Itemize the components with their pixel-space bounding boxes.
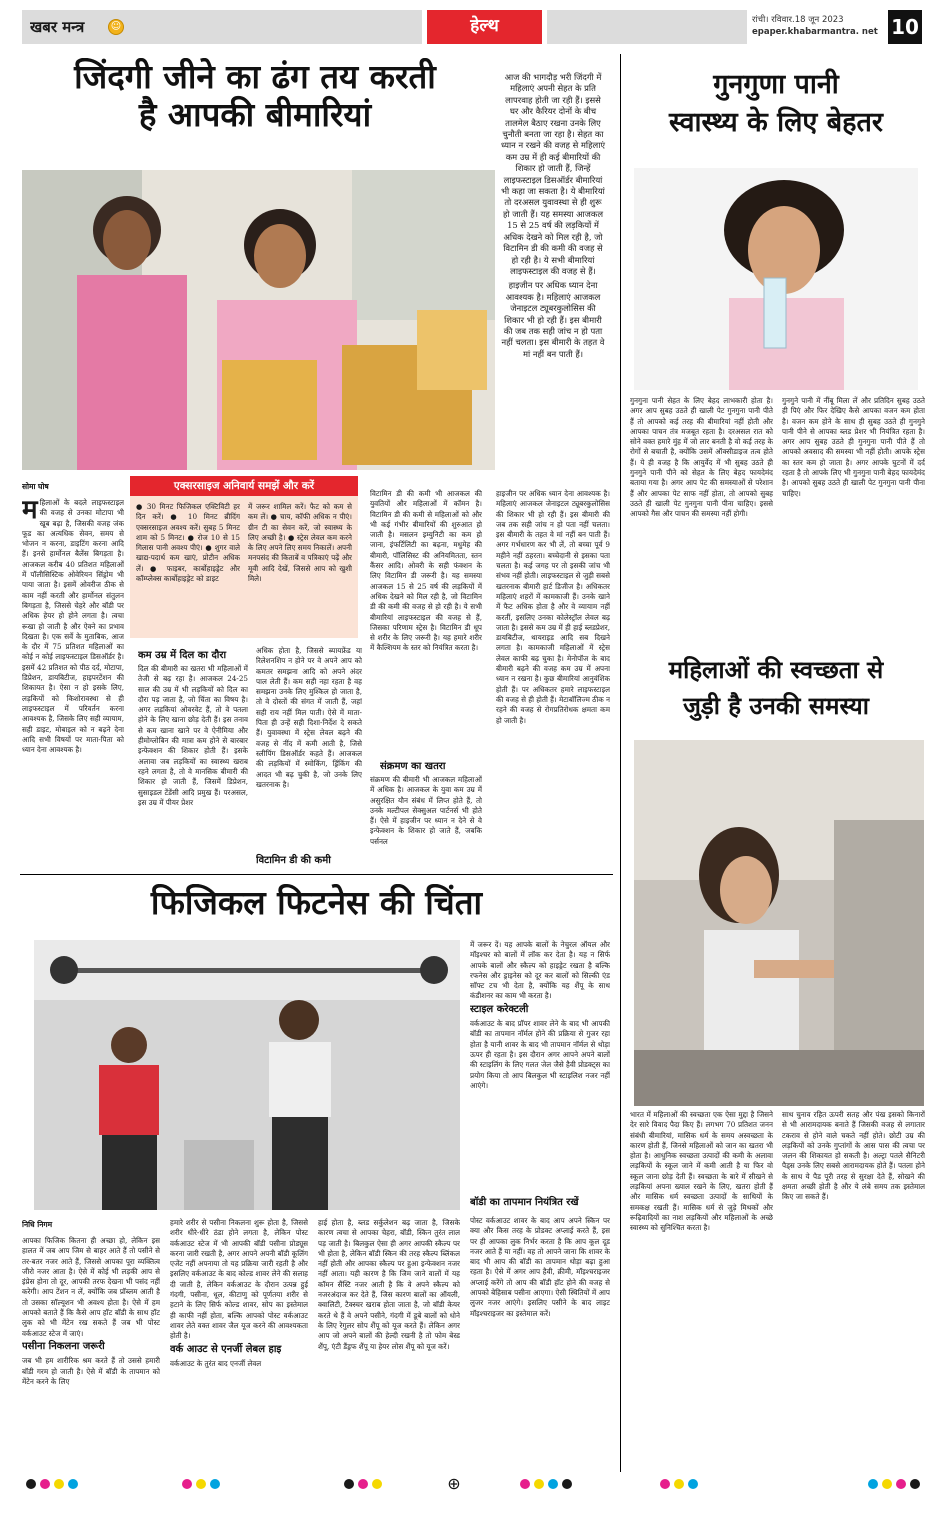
section-divider [20, 874, 613, 875]
main-col-5: संक्रमण की बीमारी भी आजकल महिलाओं में अधिक है। आजकल के युवा कम उम्र में असुरक्षित यौन संबंध में लिप्त होते हैं, तो उनके मल्टीपल सेक्सुअल पार्टनर्स भी होते हैं। ऐसे में हाइजीन पर ध्यान न देने से वे इन्फेक्शन के शिकार हो जाते हैं, जबकि पर्सनल [370, 775, 482, 846]
footer-dot [534, 1479, 544, 1489]
footer-dot [358, 1479, 368, 1489]
main-col-1 [22, 498, 124, 863]
footer-dot [910, 1479, 920, 1489]
section-label [427, 10, 542, 44]
section-title: हेल्थ [470, 16, 499, 36]
fitness-col-1-text: आपका फिजिक कितना ही अच्छा हो, लेकिन इस हालत में जब आप जिम से बाहर आते हैं तो पसीने से तर-बतर नजर आते हैं, जिससे आपका पूरा व्यक्तित्व जीरो नजर आता है। ऐसे में कोई भी लड़की आप से इंप्रेस होना तो दूर, आपकी तरफ देखना भी पसंद नहीं करेगी। आप टेंशन न लें, क्योंकि जब प्रॉब्लम आती है तो उसका सॉल्यूशन भी अवश्य होता है। ऐसे में हम आपको बताते हैं कि कैसे आप हॉट बॉडी के साथ हॉट लुक को भी मेंटेन रख सकते हैं जब भी पोस्ट वर्कआउट स्टेज में जाएं। [22, 1236, 160, 1338]
main-intro-text: आज की भागदौड़ भरी जिंदगी में महिलाएं अपनी सेहत के प्रति लापरवाह होती जा रही हैं। इससे घर और कैरियर दोनों के बीच तालमेल बैठाए रखना उनके लिए चुनौती बनता जा रहा है। सेहत का ध्यान न रखने की वजह से महिलाएं कम उम्र में ही कई बीमारियों की शिकार हो जाती हैं, जिन्हें लाइफस्टाइल डिसऑर्डर बीमारियां भी कहा जा सकता है। ये बीमारियां तो दरअसल युवावस्था से ही शुरू हो जाती हैं। यह समस्या आजकल 15 से 25 वर्ष की लड़कियों में अधिक देखने को मिल रही है, जो विटामिन डी की कमी की वजह से हो रही है। ये सभी बीमारियां लाइफस्टाइल की वजह से हैं। [500, 72, 606, 276]
main-col-1-text: हिलाओं के बदले लाइफस्टाइल की वजह से उनका मोटापा भी खूब बढ़ा है, जिसकी वजह जंक फूड का अत्यधिक सेवन, समय से भोजन न करना, डाइटिंग करना आदि हैं। इनसे हार्मोनल बैलेंस बिगड़ता है। आजकल करीब 40 प्रतिशत महिलाओं में पॉलीसिस्टिक ओवेरियन सिंड्रोम भी पाया जाता है। इसमें ओवरीज ठीक से काम नहीं करती और हार्मोनल संतुलन बिगड़ता है, जिससे चेहरे और बॉडी पर अधिक हेयर हो होने लगता है। त्वचा रूखा हो जाती है और ऐक्ने का प्रभाव दिखता है। एक सर्वे के मुताबिक, आज के दौर में 75 प्रतिशत महिलाओं का कोई न कोई लाइफस्टाइल डिसऑर्डर है। इसमें 42 प्रतिशत को पीठ दर्द, मोटापा, डिप्रेशन, डायबिटीज, हाइपरटेंशन की शिकायत है। ऐसा न हो इसके लिए, लड़कियों को किशोरावस्था से ही लाइफस्टाइल में परिवर्तन करना आवश्यक है, जिसके लिए सही व्यायाम, सही डाइट, मोबाइल को न बढ़ने देना आदि सभी विषयों पर माता-पिता को ध्यान देना आवश्यक है। [22, 498, 124, 755]
dateline: रांची। रविवार.18 जून 2023 [752, 15, 844, 25]
exercise-box-heading [130, 476, 358, 496]
registration-mark-icon: ⊕ [447, 1474, 461, 1493]
subhead-style: स्टाइल करेक्टली [470, 1003, 529, 1015]
hygiene-headline-line2: जुड़ी है उनकी समस्या [683, 692, 869, 720]
footer-dot [520, 1479, 530, 1489]
masthead-left [22, 10, 422, 44]
hygiene-headline-line1: महिलाओं की स्वच्छता से [668, 656, 884, 684]
footer-dot [868, 1479, 878, 1489]
exercise-box-left: ● 30 मिनट फिजिकल एक्टिविटी हर दिन करें। ● 10 मिनट ब्रीदिंग एक्सरसाइज अवश्य करें। सुबह 5 मिनट शाम को 5 मिनट। ● रोज 10 से 15 गिलास पानी अवश्य पीएं। ● शुगर वाले खाद्य-पदार्थ कम खाएं, प्रोटीन अधिक लें। ● फाइबर, कार्बोहाइड्रेट और कॉम्प्लेक्स कार्बोहाइड्रेट को डाइट [136, 502, 240, 584]
main-col-3: अधिक होता है, जिससे ब्यायफ्रेंड या रिलेशनशिप न होने पर वे अपने आप को कमतर समझना आदि को अपने अंदर पाल लेती हैं। कम सही नहा रहता है वह समझना उनके लिए मुश्किल हो जाता है, तो वे दोस्तों की संगत में जाती हैं, जहां सही राय नहीं मिल पाती। ऐसे में माता-पिता ही उन्हें सही दिशा-निर्देश दे सकते हैं। युवावस्था में स्ट्रेस लेवल बढ़ने की वजह से नींद में कमी आती है, जिसे स्लीपिंग डिसऑर्डर कहते हैं। आजकल की लड़कियों में स्मोकिंग, ड्रिंकिंग की आदत भी बढ़ चुकी है, जो उनके लिए खतरनाक है। [256, 646, 362, 789]
main-intro [500, 72, 606, 462]
fitness-col-1b-text: जब भी हम शारीरिक श्रम करते हैं तो उससे हमारी बॉडी गरम हो जाती है। ऐसे में बॉडी के तापमान को मेंटेन करने के लिए [22, 1356, 160, 1386]
footer-dot [210, 1479, 220, 1489]
water-headline [626, 66, 926, 148]
exercise-box-right: में जरूर शामिल करें। फैट को कम से कम लें। ● चाय, कॉफी अधिक न पीएं। ग्रीन टी का सेवन करें, जो स्वास्थ्य के लिए अच्छी है। ● स्ट्रेस लेवल कम करने के लिए अपने लिए समय निकालें। अपनी मनपसंद की किताबें व पत्रिकाएं पढ़ें और मूवी आदि देखें, जिससे आप को खुशी मिले। [248, 502, 352, 584]
fitness-col-3: हाई होता है, ब्लड सर्कुलेशन बढ़ जाता है, जिसके कारण त्वचा से आपका चेहरा, बॉडी, स्किन तुरंत लाल पड़ जाती है। बिलकुल ऐसा ही अगर आपकी स्कैल्प पर भी होता है, लेकिन बॉडी स्किन की तरह स्कैल्प ब्लिंकल नहीं होती और आपका स्कैल्प पर हुआ इन्फेक्शन नजर नहीं आता। यही कारण है कि जिम जाने वालों में यह कॉमन सैंस्टि नजर आती है कि वे अपने स्कैल्प को नजरअंदाज कर देते हैं, जिस कारण बालों का ऑयली, क्वालिटी, टैक्स्चर खराब होता जाता है, जो बॉडी केयर करते थे हैं वे अपने पसीने, गंदगी में डूबे बालों को धोने के लिए रेगुलर सोप शैंपू को यूज करते हैं। लेकिन अगर आप जो अपने बालों की हेल्दी रखनी है तो फोम बेस्ड शैंपू, एंटी डैंड्रफ शैंपू या हेयर लोस शैंपू को यूज करें। [318, 1218, 460, 1351]
fitness-col-2-text: हमारे शरीर से पसीना निकलना शुरू होता है, जिससे शरीर धीरे-धीरे ठंडा होने लगता है, लेकिन पोस्ट वर्कआउट स्टेज में भी आपकी बॉडी पसीना प्रोड्यूस करना जारी रखती है, अगर आपने अपनी बॉडी कूलिंग एजेंट नहीं अपनाया तो यह प्रक्रिया जारी रहती है और इसलिए वर्कआउट के बाद कोल्ड शावर लेने की सलाह दी जाती है, लेकिन वर्कआउट के दौरान उत्पन्न हुई गंदगी, पसीना, धूल, कीटाणु को पूर्णतया शरीर से हटाने के लिए सिर्फ कोल्ड शावर, सोप का इस्तेमाल ही काफी नहीं होता, बल्कि आपको पोस्ट वर्कआउट शावर लेते वक्त शावर जैल यूज करने की आवश्यकता होती है। [170, 1218, 308, 1341]
footer-dot [54, 1479, 64, 1489]
main-col-4: विटामिन डी की कमी भी आजकल की युवतियों और महिलाओं में कॉमन है। विटामिन डी की कमी से महिलाओं को और भी कई गंभीर बीमारियों की शुरुआत हो जाती है। मसलन इम्युनिटी का कम हो जाना, इंफर्टिलिटी का बढ़ना, मधुमेह की बीमारी, पॉलिसिस्ट की अनियमितता, स्तन कैंसर आदि। ओवरी के सही फंक्शन के लिए विटामिन डी जरूरी है। यह समस्या आजकल 15 से 25 वर्ष की लड़कियों में अधिक देखने को मिल रही है, जो विटामिन डी की कमी की वजह से हो रही है। ये सभी बीमारियां लाइफस्टाइल की वजह से हैं, जिसका परिणाम स्ट्रेस है। विटामिन डी धूप से शरीर के लिए जरूरी है। यह हमारे शरीर में कैल्शियम के स्तर को नियंत्रित करता है। [370, 489, 482, 653]
footer-dot [182, 1479, 192, 1489]
main-headline-line1: जिंदगी जीने का ढंग तय करती [74, 58, 436, 96]
footer-dot [882, 1479, 892, 1489]
hygiene-col-1: भारत में महिलाओं की स्वच्छता एक ऐसा मुद्दा है जिसने देर सारे विवाद पैदा किए हैं। लगभग 70 प्रतिशत जनन संबंधी बीमारियां, मासिक धर्म के समय अस्वच्छता के कारण होती हैं, जिनसे महिलाओं को जान का खतरा भी होता है। आधुनिक स्वच्छता उत्पादों की कमी के अलावा लड़कियों के स्कूल जाने में कमी आती है या फिर वो स्कूल जाना छोड़ देती हैं। स्वच्छता के बारे में सीखने से लड़कियां अपना ख्याल रखने के लिए, खतरा होती हैं और मासिक धर्म स्वच्छता उत्पादों के साथियों के समकक्ष रखती हैं। मासिक धर्म से जुड़े मिथकों और रूढ़िवादियों का नाश लड़कियों और महिलाओं के अच्छे स्वास्थ्य को सुनिश्चित करता है। [630, 1110, 773, 1233]
footer-dot [674, 1479, 684, 1489]
main-intro-text-2: हाइजीन पर अधिक ध्यान देना आवश्यक है। महिलाएं आजकल जेनाइटल ट्यूबरकुलोसिस की शिकार भी हो रही हैं। इस बीमारी की जब तक सही जांच न हो पता नहीं चलता। इस बीमारी के तहत वे मां नहीं बन पाती हैं। [501, 280, 605, 359]
water-headline-line2: स्वास्थ्य के लिए बेहतर [669, 107, 883, 138]
water-col-2: गुनगुने पानी में नींबू मिला लें और प्रतिदिन सुबह उठते ही पिएं और फिर देखिए कैसे आपका वजन कम होता है। वजन कम होने के साथ ही सुबह उठते ही गुनगुने पानी पीने से आपका ब्लड प्रेशर भी नियंत्रित रहता है। अगर आप सुबह उठते ही गुनगुना पानी पीते हैं तो आपको अवसाद की समस्या भी नहीं होती। आपके स्ट्रेस का स्तर कम हो जाता है। अगर आपके घुटनों में दर्द रहता है तो आपके लिए भी गुनगुना पानी बेहद फायदेमंद है। आपको सुबह उठते ही खाली पेट गुनगुना पानी पीना चाहिए। [782, 396, 925, 498]
woman-running-treadmill-photo [634, 740, 924, 1106]
brand-logo-icon: ☺ [108, 19, 124, 35]
woman-running-illustration [634, 740, 924, 1106]
two-women-eating-illustration [22, 170, 495, 470]
main-col-6: हाइजीन पर अधिक ध्यान देना आवश्यक है। महिलाएं आजकल जेनाइटल ट्यूबरकुलोसिस की शिकार भी हो रही हैं। इस बीमारी की जब तक सही जांच न हो पता नहीं चलता। इस बीमारी के तहत वे मां नहीं बन पाती हैं। अगर गर्भधारण कर भी लें, तो बच्चा पूर्व 9 महीने नहीं ठहरता। बच्चेदानी से इसका पता चलता है। कई जगह पर तो इसकी जांच भी संभव नहीं होती। लाइफस्टाइल से जुड़ी सबसे खतरनाक बीमारी हार्ट डिजीज है। अधिकतर महिलाएं शहरों में कामकाजी हैं। उनके खाने में फैट अधिक होता है और वे व्यायाम नहीं करतीं, इसलिए उनका कोलेस्ट्रॉल लेवल बढ़ जाता है। इससे कम उम्र में ही हाई ब्लडप्रेशर, डायबिटीज, थायराइड आदि सब दिखने लगता है। कामकाजी महिलाओं में स्ट्रेस लेवल काफी बढ़ चुका है। मेनोपॉज के बाद बीमारी बढ़ने की वजह कम उम्र में अपना ध्यान न रखना है। कुछ बीमारियां आनुवंशिक होती हैं। पर अधिकतर हमारे लाइफस्टाइल की वजह से ही होती हैं। मेटाबॉलिज्म ठीक न रहने की वजह से रोगप्रतिरोधक क्षमता कम हो जाती है। [496, 489, 610, 725]
water-headline-line1: गुनगुणा पानी [713, 69, 839, 100]
main-col-2: दिल की बीमारी का खतरा भी महिलाओं में तेजी से बढ़ रहा है। आजकल 24-25 साल की उम्र में भी लड़कियों को दिल का दौरा पड़ जाता है, जो चिंता का विषय है। अगर लड़कियां ओवरवेट हैं, तो वे पतला होने के लिए खाना छोड़ देती हैं। इस तनाव से कम खाना खाने पर वे ऐनीमिया और हीमोग्लोबिन की मात्रा कम होने से बारबार इन्फेक्शन की शिकार होती हैं। इसके अलावा जब लड़कियों का स्वास्थ्य खराब रहने लगता है, तो वे मानसिक बीमारी की शिकार हो जाती हैं, जिसमें डिप्रेशन, सुसाइडल टेंडेंसी आदि प्रमुख हैं। परअसल, इस उम्र में पीयर प्रेशर [138, 664, 248, 807]
subhead-vitamin-d: विटामिन डी की कमी [256, 855, 331, 864]
footer-dot [548, 1479, 558, 1489]
footer-dot [26, 1479, 36, 1489]
footer-dot [896, 1479, 906, 1489]
footer-dot [562, 1479, 572, 1489]
drop-cap: म [22, 498, 38, 525]
footer-dot [688, 1479, 698, 1489]
main-headline [20, 58, 490, 158]
page-number: 10 [888, 10, 922, 44]
fitness-headline: फिजिकल फिटनेस की चिंता [150, 884, 483, 922]
gym-women-illustration [34, 940, 460, 1210]
subhead-heart: कम उम्र में दिल का दौरा [138, 650, 227, 659]
fitness-col-4-text: में जरूर दें। यह आपके बालों के नेचुरल ऑयल और मॉइश्चर को बालों में लॉक कर देता है। यह न सिर्फ आपके बालों और स्कैल्प को हाइड्रेट रखता है बल्कि रफनेस और ड्राइनेस को दूर कर बालों को सिल्की एंड सॉफ्ट टच भी देता है, क्योंकि यह शैंपू के साथ कंडीशनर का काम भी करता है। [470, 940, 610, 1001]
subhead-energy: वर्क आउट से एनर्जी लेबल हाइ [170, 1343, 282, 1355]
fitness-col-1 [22, 1236, 160, 1470]
fitness-col-4 [470, 940, 610, 1215]
main-author: सोमा घोष [22, 482, 49, 491]
hygiene-col-2: साथ चुनाव रहित ऊपरी सतह और पंख इसको किनारों से भी आरामदायक बनाते हैं जिसकी वजह से लगातार टकराव से होने वाले चकते नहीं होते। छोटी उम्र की लड़कियों को उनके गुप्तांगों के आस पास की त्वचा पर जलन की शिकायत हो सकती है। अल्ट्रा पतले सैनिटरी पैड्स उनके लिए सबसे आरामदायक होते हैं। पतला होने के साथ ये पैड पूरी तरह से सुरक्षा देते हैं, सोखने की क्षमता अच्छी होती है और ये लंबे समय तक इस्तेमाल किए जा सकते हैं। [782, 1110, 925, 1202]
footer-dot [372, 1479, 382, 1489]
fitness-col-5: पोस्ट वर्कआउट शावर के बाद आप अपने स्किन पर क्या और किस तरह के प्रोडक्ट अप्लाई करते हैं, इस पर ही आपका लुक निर्भर करता है कि आप कूल दूड नजर आते हैं या नहीं। वह तो आपने जाना कि शावर के बाद भी आप की बॉडी का तापमान थोड़ा बढ़ा हुआ रहता है। ऐसे में अगर आप हैवी, क्रीमी, मॉइश्चराइजर अप्लाई करेंगे तो आप की बॉडी हॉट होने की वजह से आपको बेहिसाब पसीना आएगा। ऐसी स्थितियों में आप लुजर नजर आएंगे। इसलिए पसीने के बाद लाइट मॉइश्चराइजर का इस्तेमाल करें। [470, 1216, 610, 1318]
woman-drinking-water-illustration [634, 168, 918, 390]
masthead [22, 10, 922, 44]
fitness-col-2b-text: वर्कआउट के तुरंत बाद एनर्जी लेवल [170, 1358, 262, 1368]
website: epaper.khabarmantra. net [752, 27, 878, 37]
right-column-border [620, 54, 621, 1472]
exercise-box-heading-text: एक्सरसाइज अनिवार्य समझें और करें [173, 480, 315, 492]
subhead-sweat: पसीना निकलना जरूरी [22, 1340, 105, 1352]
footer-dot [40, 1479, 50, 1489]
two-women-eating-photo [22, 170, 495, 470]
main-headline-line2: है आपकी बीमारियां [138, 94, 372, 134]
exercise-box [130, 496, 358, 638]
footer-dot [68, 1479, 78, 1489]
brand-name: खबर मन्त्र [30, 18, 85, 36]
hygiene-headline [626, 652, 926, 734]
fitness-col-4b-text: वर्कआउट के बाद प्रॉपर शावर लेने के बाद भी आपकी बॉडी का तापमान नॉर्मल होने की प्रक्रिया से गुजर रहा होता है यानी शावर के बाद भी तापमान नॉर्मल से थोड़ा ऊपर ही रहता है। इस दौरान अगर आपने अपने बालों की स्टाइलिंग के लिए गलत जेल जैसे हैवी प्रोडक्ट्स का प्रयोग किया तो आप बिलकुल भी स्टाइलिश नजर नहीं आएंगे। [470, 1019, 610, 1090]
footer-dot [344, 1479, 354, 1489]
woman-drinking-water-photo [634, 168, 918, 390]
gym-women-photo [34, 940, 460, 1210]
fitness-author: निधि निगम [22, 1220, 53, 1229]
subhead-body-temp: बॉडी का तापमान नियंत्रित रखें [470, 1197, 579, 1208]
masthead-right-bar [547, 10, 747, 44]
water-col-1: गुनगुना पानी सेहत के लिए बेहद लाभकारी होता है। अगर आप सुबह उठते ही खाली पेट गुनगुना पानी पीते हैं तो आपको कई तरह की बीमारियां नहीं होती और आपका पाचन तंत्र मजबूत रहता है। दरअसल रात को सोने वक्त हमारे मुंह में जो लार बनती है वो कई तरह के रोगों से बचाती है, क्योंकि उसमें ऑक्सीडाइज तत्व होते हैं। ये ही वजह है कि आयुर्वेद में भी सुबह उठते ही गुनगुने पानी पीने को सेहत के लिए बेहद फायदेमंद बताया गया है। अगर आप पेट की समस्याओं से परेशान हैं और आपका पेट साफ नहीं होता, तो आपको सुबह उठते ही खाली पेट गुनगुना पानी पीना चाहिए। इससे आपको गैस और पाचन की समस्या नहीं होगी। [630, 396, 773, 519]
fitness-col-2 [170, 1218, 308, 1470]
footer-dot [660, 1479, 670, 1489]
footer-dot [196, 1479, 206, 1489]
footer-bar [22, 1474, 922, 1494]
subhead-infection: संक्रमण का खतरा [380, 761, 446, 770]
